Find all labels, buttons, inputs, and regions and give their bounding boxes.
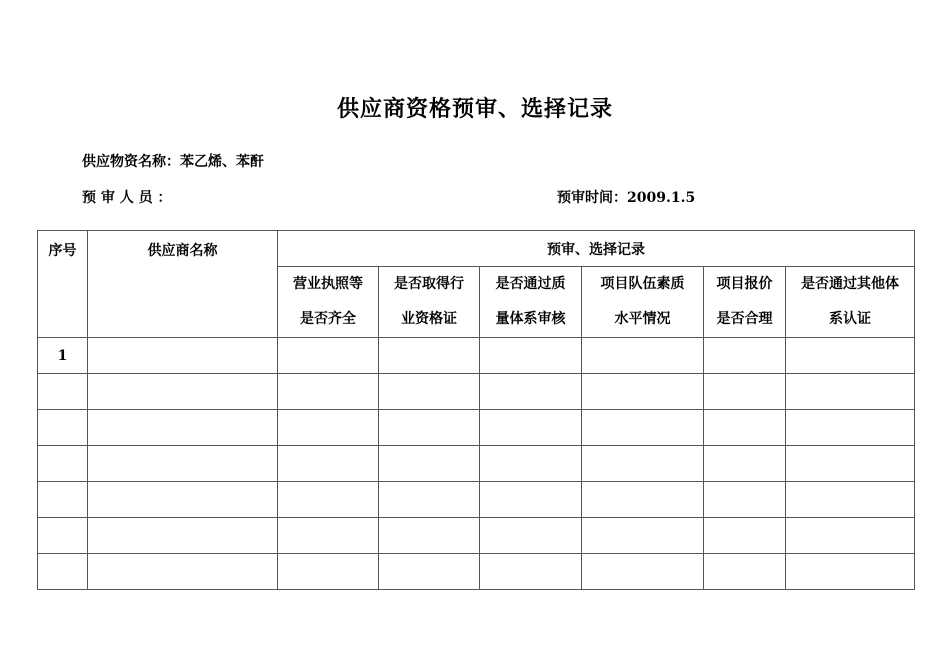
date-value: 2009.1.5 <box>627 190 696 206</box>
table-cell[interactable] <box>480 554 582 590</box>
table-cell[interactable] <box>582 338 704 374</box>
table-cell[interactable] <box>88 374 278 410</box>
table-cell[interactable] <box>704 518 786 554</box>
table-row <box>38 446 915 482</box>
seq-cell <box>38 446 88 482</box>
table-cell[interactable] <box>379 482 480 518</box>
seq-cell <box>38 410 88 446</box>
table-row <box>38 482 915 518</box>
table-cell[interactable] <box>88 338 278 374</box>
table-cell[interactable] <box>704 482 786 518</box>
reviewer-label: 预 审 人 员 ： <box>82 190 172 206</box>
table-cell[interactable] <box>88 410 278 446</box>
table-cell[interactable] <box>278 338 379 374</box>
table-cell[interactable] <box>786 338 915 374</box>
date-line <box>557 187 695 207</box>
reviewer-line <box>82 187 172 207</box>
table-cell[interactable] <box>480 410 582 446</box>
table-row <box>38 410 915 446</box>
table-cell[interactable] <box>704 446 786 482</box>
page-title: 供应商资格预审、选择记录 <box>336 96 613 122</box>
table-cell[interactable] <box>786 554 915 590</box>
table-cell[interactable] <box>88 518 278 554</box>
table-cell[interactable] <box>379 518 480 554</box>
material-value: 苯乙烯、苯酐 <box>180 154 264 170</box>
table-cell[interactable] <box>88 482 278 518</box>
table-row <box>38 338 915 374</box>
table-cell[interactable] <box>786 374 915 410</box>
table-row <box>38 554 915 590</box>
table-cell[interactable] <box>278 482 379 518</box>
table-cell[interactable] <box>278 446 379 482</box>
table-cell[interactable] <box>379 410 480 446</box>
table-cell[interactable] <box>278 554 379 590</box>
material-line <box>82 151 264 171</box>
sub-header: 项目队伍素质 水平情况 <box>582 267 704 338</box>
table-cell[interactable] <box>582 554 704 590</box>
sub-header: 是否通过质 量体系审核 <box>480 267 582 338</box>
table-cell[interactable] <box>278 518 379 554</box>
table-cell[interactable] <box>582 518 704 554</box>
table-cell[interactable] <box>480 518 582 554</box>
table-cell[interactable] <box>480 374 582 410</box>
table-cell[interactable] <box>786 446 915 482</box>
table-cell[interactable] <box>88 446 278 482</box>
table-cell[interactable] <box>786 518 915 554</box>
table-cell[interactable] <box>278 410 379 446</box>
table-cell[interactable] <box>582 410 704 446</box>
sub-header: 是否通过其他体 系认证 <box>786 267 915 338</box>
table-row <box>38 518 915 554</box>
table-cell[interactable] <box>278 374 379 410</box>
date-label: 预审时间： <box>557 190 627 206</box>
col-header-seq: 序号 <box>38 231 88 338</box>
table-cell[interactable] <box>582 482 704 518</box>
seq-cell: 1 <box>38 338 88 374</box>
seq-cell <box>38 518 88 554</box>
table-cell[interactable] <box>480 446 582 482</box>
seq-cell <box>38 482 88 518</box>
sub-header: 项目报价 是否合理 <box>704 267 786 338</box>
table-cell[interactable] <box>379 446 480 482</box>
table-cell[interactable] <box>379 554 480 590</box>
table-cell[interactable] <box>480 338 582 374</box>
table-cell[interactable] <box>704 374 786 410</box>
seq-cell <box>38 374 88 410</box>
table-cell[interactable] <box>379 374 480 410</box>
table-cell[interactable] <box>480 482 582 518</box>
table-cell[interactable] <box>582 446 704 482</box>
review-table <box>37 230 915 590</box>
table-cell[interactable] <box>704 410 786 446</box>
sub-header: 营业执照等 是否齐全 <box>278 267 379 338</box>
table-cell[interactable] <box>786 410 915 446</box>
table-cell[interactable] <box>704 554 786 590</box>
table-cell[interactable] <box>704 338 786 374</box>
sub-header: 是否取得行 业资格证 <box>379 267 480 338</box>
col-header-supplier: 供应商名称 <box>88 231 278 338</box>
table-cell[interactable] <box>786 482 915 518</box>
group-header: 预审、选择记录 <box>278 231 915 267</box>
seq-cell <box>38 554 88 590</box>
table-cell[interactable] <box>88 554 278 590</box>
material-label: 供应物资名称： <box>82 154 180 170</box>
table-cell[interactable] <box>379 338 480 374</box>
table-cell[interactable] <box>582 374 704 410</box>
table-row <box>38 374 915 410</box>
